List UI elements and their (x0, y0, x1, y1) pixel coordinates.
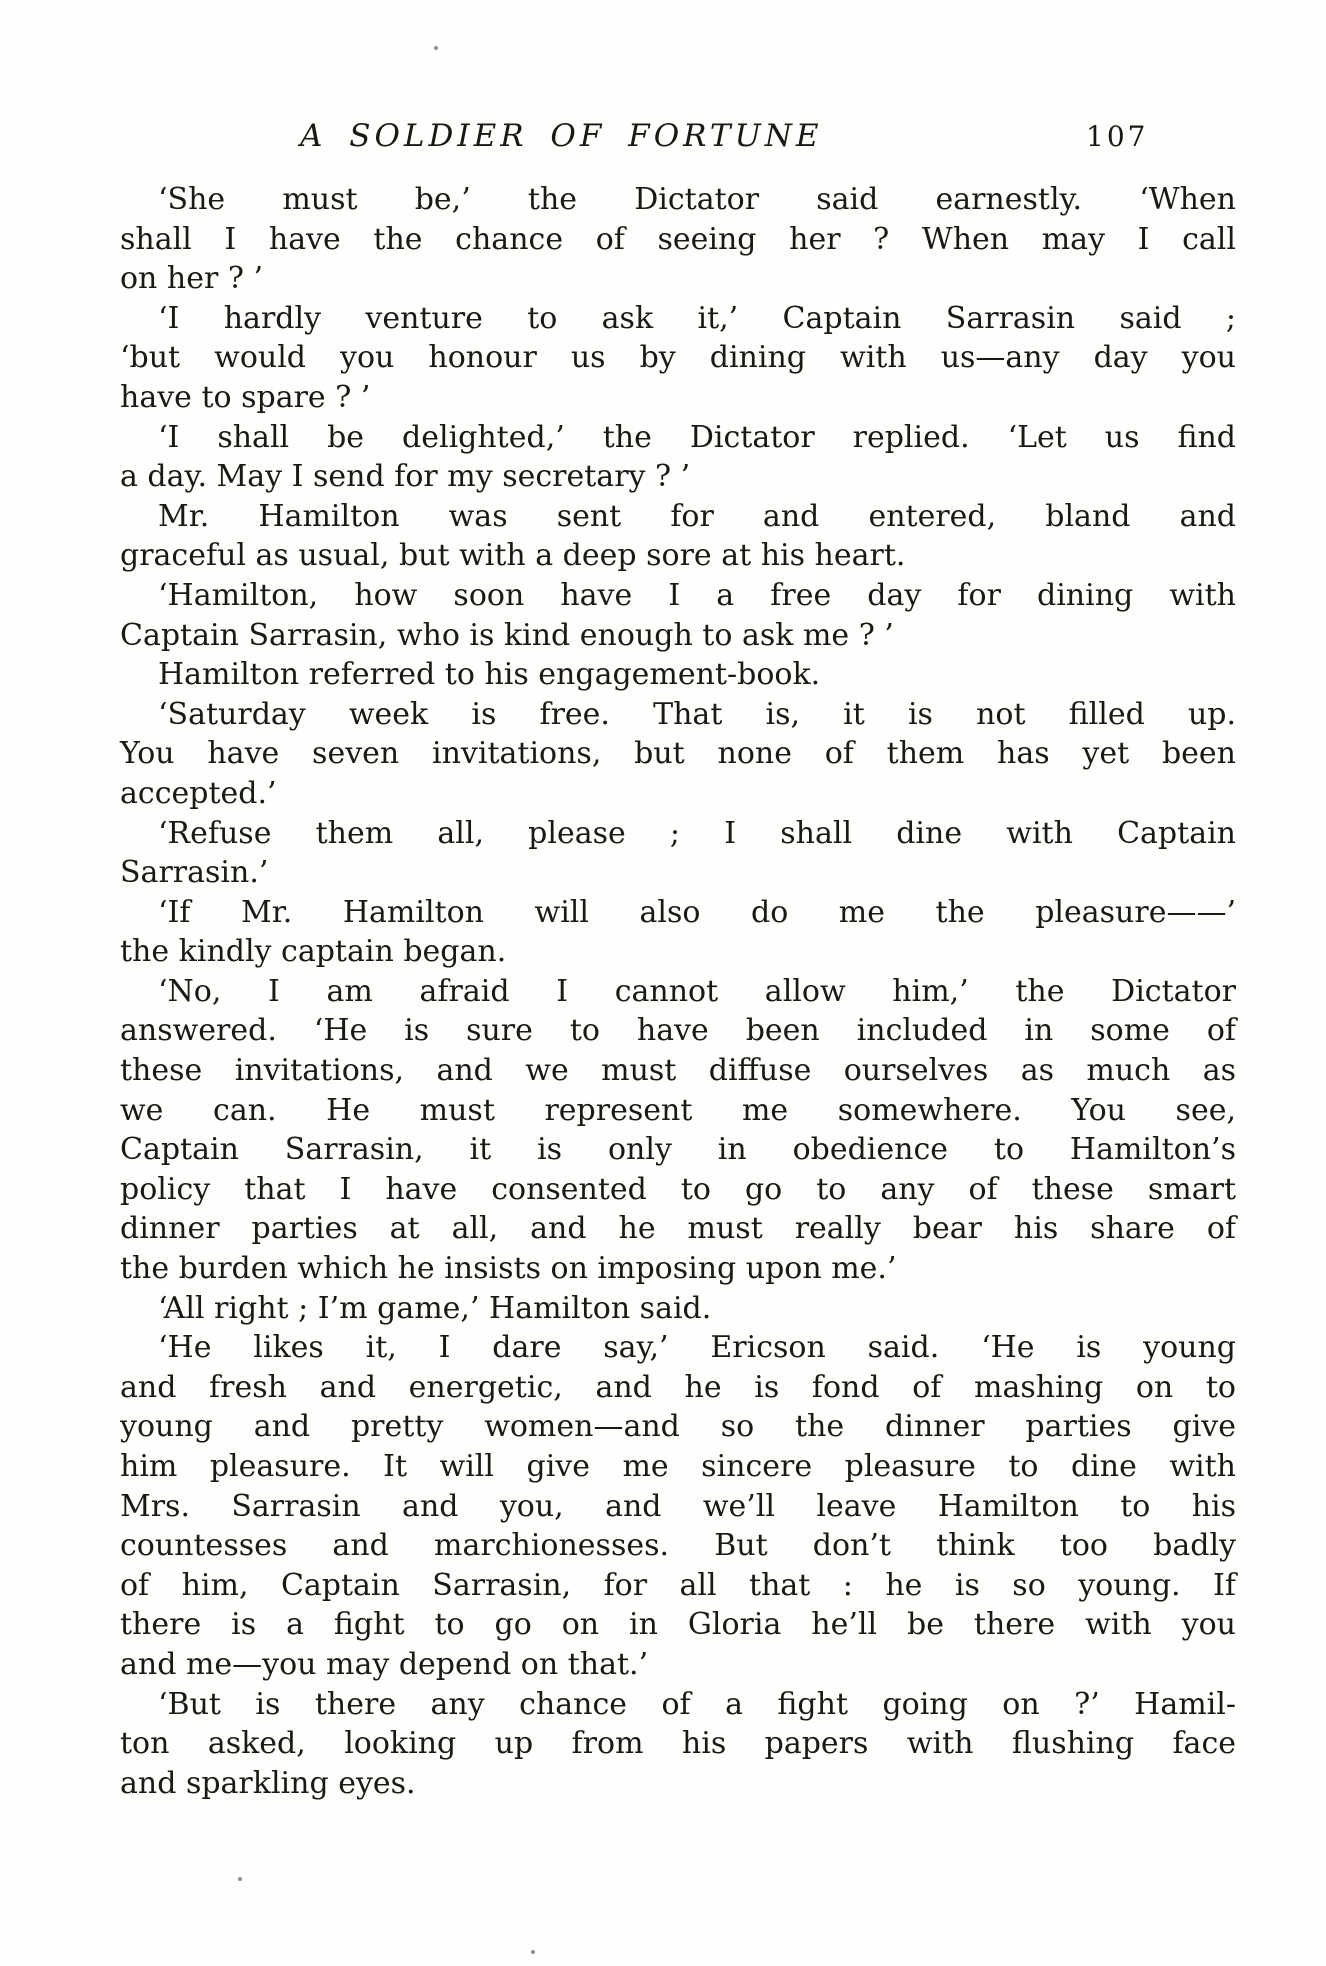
text-line: ‘No, I am afraid I cannot allow him,’ the Dictator (158, 973, 1236, 1009)
text-line: young and pretty women—and so the dinner parties give (120, 1409, 1236, 1445)
text-line: answered. ‘He is sure to have been included in some of (120, 1013, 1236, 1049)
text-line: You have seven invitations, but none of them has yet been (120, 736, 1236, 772)
page-title: A SOLDIER OF FORTUNE (300, 118, 823, 154)
text-line: ‘but would you honour us by dining with us—any day you (120, 340, 1236, 376)
text-line: him pleasure. It will give me sincere pleasure to dine with (120, 1449, 1236, 1484)
text-line: a day. May I send for my secretary ? ’ (120, 459, 691, 495)
text-line: ‘Hamilton, how soon have I a free day for dining with (158, 577, 1236, 613)
text-line: accepted.’ (120, 775, 277, 811)
scan-speckle (238, 1877, 242, 1881)
text-line: have to spare ? ’ (120, 379, 371, 415)
text-line: Mr. Hamilton was sent for and entered, bland and (158, 498, 1236, 534)
paragraph (120, 972, 1236, 1289)
text-line: we can. He must represent me somewhere. You see, (120, 1092, 1236, 1128)
paragraph (120, 1685, 1236, 1804)
text-line: ‘Saturday week is free. That is, it is not filled up. (158, 696, 1236, 732)
page-body (120, 180, 1236, 1803)
text-line: on her ? ’ (120, 261, 264, 297)
paragraph (120, 418, 1236, 497)
text-line: and sparkling eyes. (120, 1765, 416, 1801)
text-line: graceful as usual, but with a deep sore at his heart. (120, 538, 906, 574)
running-header (0, 118, 1326, 162)
text-line: ‘She must be,’ the Dictator said earnestly. ‘When (158, 182, 1236, 217)
paragraph (120, 695, 1236, 814)
text-line: policy that I have consented to go to any of these smart (120, 1171, 1236, 1207)
text-line: dinner parties at all, and he must really bear his share of (120, 1211, 1236, 1247)
text-line: Mrs. Sarrasin and you, and we’ll leave Hamilton to his (120, 1488, 1236, 1524)
text-line: Sarrasin.’ (120, 855, 269, 891)
scan-speckle (531, 1950, 535, 1954)
text-line: shall I have the chance of seeing her ? When may I call (120, 221, 1236, 257)
text-line: and me—you may depend on that.’ (120, 1646, 649, 1682)
paragraph (120, 893, 1236, 972)
text-line: ‘He likes it, I dare say,’ Ericson said. ‘He is young (158, 1330, 1236, 1366)
paragraph (120, 1289, 1236, 1329)
text-line: of him, Captain Sarrasin, for all that : he is so young. If (120, 1567, 1236, 1603)
paragraph (120, 814, 1236, 893)
text-line: ‘I shall be delighted,’ the Dictator replied. ‘Let us find (158, 419, 1236, 455)
text-line: ‘If Mr. Hamilton will also do me the pleasure——’ (158, 894, 1236, 930)
text-line: Captain Sarrasin, it is only in obedience to Hamilton’s (120, 1132, 1236, 1168)
paragraph (120, 299, 1236, 418)
text-line: the kindly captain began. (120, 934, 507, 970)
paragraph (120, 655, 1236, 695)
text-line: the burden which he insists on imposing upon me.’ (120, 1251, 897, 1287)
text-line: countesses and marchionesses. But don’t think too badly (120, 1528, 1236, 1564)
paragraph (120, 576, 1236, 655)
text-line: Hamilton referred to his engagement-book. (158, 657, 821, 693)
scan-speckle (434, 46, 438, 50)
text-line: ‘I hardly venture to ask it,’ Captain Sarrasin said ; (158, 300, 1236, 336)
text-line: there is a fight to go on in Gloria he’ll be there with you (120, 1607, 1236, 1643)
paragraph (120, 497, 1236, 576)
paragraph (120, 1328, 1236, 1684)
text-line: ‘All right ; I’m game,’ Hamilton said. (158, 1290, 712, 1326)
text-line: Captain Sarrasin, who is kind enough to ask me ? ’ (120, 617, 894, 653)
text-line: and fresh and energetic, and he is fond of mashing on to (120, 1369, 1236, 1405)
text-line: these invitations, and we must diffuse ourselves as much as (120, 1053, 1236, 1089)
text-line: ‘But is there any chance of a fight going on ?’ Hamil- (158, 1686, 1236, 1722)
text-line: ‘Refuse them all, please ; I shall dine with Captain (158, 815, 1236, 851)
text-line: ton asked, looking up from his papers with flushing face (120, 1726, 1236, 1762)
page-number: 107 (1086, 120, 1149, 153)
paragraph (120, 180, 1236, 299)
